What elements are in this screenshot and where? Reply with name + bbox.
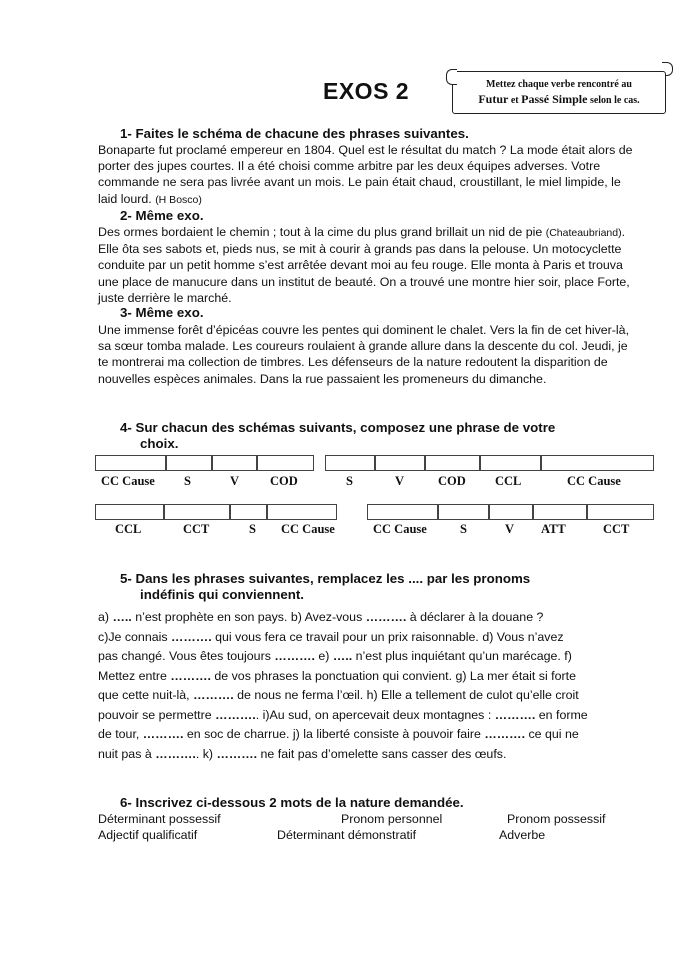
scroll-curl-left: [446, 69, 457, 85]
page-title: EXOS 2: [323, 78, 410, 104]
schema-box[interactable]: [587, 504, 654, 520]
schema-label: V: [230, 474, 240, 488]
schema-box[interactable]: [533, 504, 587, 520]
ex2-heading: 2- Même exo.: [120, 208, 204, 223]
schema-label: CCT: [603, 522, 630, 536]
schema-1-boxes: [95, 455, 314, 471]
ex5-line: c)Je connais ………. qui vous fera ce travail pour un prix raisonnable. d) Vous n’avez: [98, 629, 564, 644]
instruction-line-1: Mettez chaque verbe rencontré au: [486, 79, 632, 90]
schema-box[interactable]: [267, 504, 337, 520]
schema-label: S: [346, 474, 353, 488]
schema-box[interactable]: [212, 455, 257, 471]
ex4-heading: 4- Sur chacun des schémas suivants, composez une phrase de votre choix.: [120, 420, 556, 451]
ex2-text: Des ormes bordaient le chemin ; tout à la cime du plus grand brillait un nid de pie (Chateaubriand). Elle ôta ses sabots et, pieds nus, se mit à courir à grands pas dans la pelouse. Un motocyclette conduite par un petit homme s’est arrêtée devant moi au feu rouge. Elle monta à Paris et trouva une place de manucure dans un institut de beauté. On a trouvé une montre hier soir, place Forte, juste derrière le marché.: [98, 225, 630, 305]
ex5-line: a) ….. n’est prophète en son pays. b) Avez-vous ………. à déclarer à la douane ?: [98, 610, 544, 624]
schema-box[interactable]: [375, 455, 425, 471]
schema-box[interactable]: [480, 455, 541, 471]
schema-box[interactable]: [425, 455, 480, 471]
ex5-line: de tour, ………. en soc de charrue. j) la liberté consiste à pouvoir faire ………. ce qui ne: [98, 727, 579, 741]
ex5-text: [98, 608, 653, 764]
nature-label: Pronom possessif: [507, 812, 606, 826]
schema-box[interactable]: [541, 455, 654, 471]
schema-box[interactable]: [325, 455, 375, 471]
schema-label: V: [395, 474, 405, 488]
ex6-heading: 6- Inscrivez ci-dessous 2 mots de la nature demandée.: [120, 795, 464, 810]
nature-label: Adverbe: [499, 828, 546, 842]
ex5-line: pouvoir se permettre ……….. i)Au sud, on apercevait deux montagnes : ………. en forme: [98, 707, 588, 722]
ex1-text: Bonaparte fut proclamé empereur en 1804. Quel est le résultat du match ? La mode était alors de porter des jupes courtes. Il a été choisi comme arbitre par les deux équipes adverses. Votre commande ne sera pas livrée avant un mois. Le pain était chaud, croustillant, le miel limpide, le laid lourd. (H Bosco): [98, 143, 633, 206]
schema-box[interactable]: [95, 455, 166, 471]
schema-label: S: [184, 474, 191, 488]
schema-label: S: [249, 522, 256, 536]
instruction-scroll: [452, 71, 666, 114]
schema-box[interactable]: [164, 504, 230, 520]
schema-3-boxes: [95, 504, 337, 520]
nature-label: Adjectif qualificatif: [98, 828, 198, 842]
schema-label: COD: [438, 474, 466, 488]
schema-label: CCT: [183, 522, 210, 536]
ex1-heading: 1- Faites le schéma de chacune des phrases suivantes.: [120, 126, 469, 141]
ex3-text: Une immense forêt d’épicéas couvre les pentes qui dominent le chalet. Vers la fin de cet hiver-là, sa sœur tomba malade. Les coureurs roulaient à grande allure dans la descente du col. Jeudi, je te montrerai ma collection de timbres. Les défenseurs de la nature redoutent la disparition de nouvelles espèces animales. Dans la rue passaient les promeneurs du dimanche.: [98, 323, 630, 386]
schema-box[interactable]: [489, 504, 533, 520]
schema-label: COD: [270, 474, 298, 488]
schema-label: CC Cause: [373, 522, 427, 536]
schema-label: CC Cause: [101, 474, 155, 488]
instruction-line-2: Futur et Passé Simple selon le cas.: [478, 92, 640, 106]
nature-label: Déterminant possessif: [98, 812, 221, 826]
schema-4-boxes: [367, 504, 654, 520]
schema-label: CCL: [115, 522, 142, 536]
schema-box[interactable]: [166, 455, 212, 471]
schema-box[interactable]: [367, 504, 438, 520]
schema-label: CC Cause: [281, 522, 335, 536]
schema-label: CC Cause: [567, 474, 621, 488]
ex5-line: Mettez entre ………. de vos phrases la ponctuation qui convient. g) La mer était si forte: [98, 668, 576, 683]
schema-2-boxes: [325, 455, 654, 471]
nature-label: Pronom personnel: [341, 812, 443, 826]
schema-box[interactable]: [95, 504, 164, 520]
ex5-heading: 5- Dans les phrases suivantes, remplacez les .... par les pronoms indéfinis qui conviennent.: [120, 571, 531, 602]
schema-label: CCL: [495, 474, 522, 488]
ex5-line: nuit pas à ……….. k) ………. ne fait pas d’omelette sans casser des œufs.: [98, 746, 507, 761]
nature-label: Déterminant démonstratif: [277, 828, 417, 842]
ex5-line: que cette nuit-là, ………. de nous ne ferma l’œil. h) Elle a tellement de culot qu’elle croit: [98, 688, 579, 702]
schema-box[interactable]: [257, 455, 314, 471]
schema-box[interactable]: [230, 504, 267, 520]
ex3-heading: 3- Même exo.: [120, 305, 204, 320]
schema-label: ATT: [541, 522, 566, 536]
schema-box[interactable]: [438, 504, 489, 520]
schema-label: V: [505, 522, 515, 536]
ex5-line: pas changé. Vous êtes toujours ………. e) ….. n’est plus inquiétant qu’un marécage. f): [98, 649, 572, 663]
schema-label: S: [460, 522, 467, 536]
